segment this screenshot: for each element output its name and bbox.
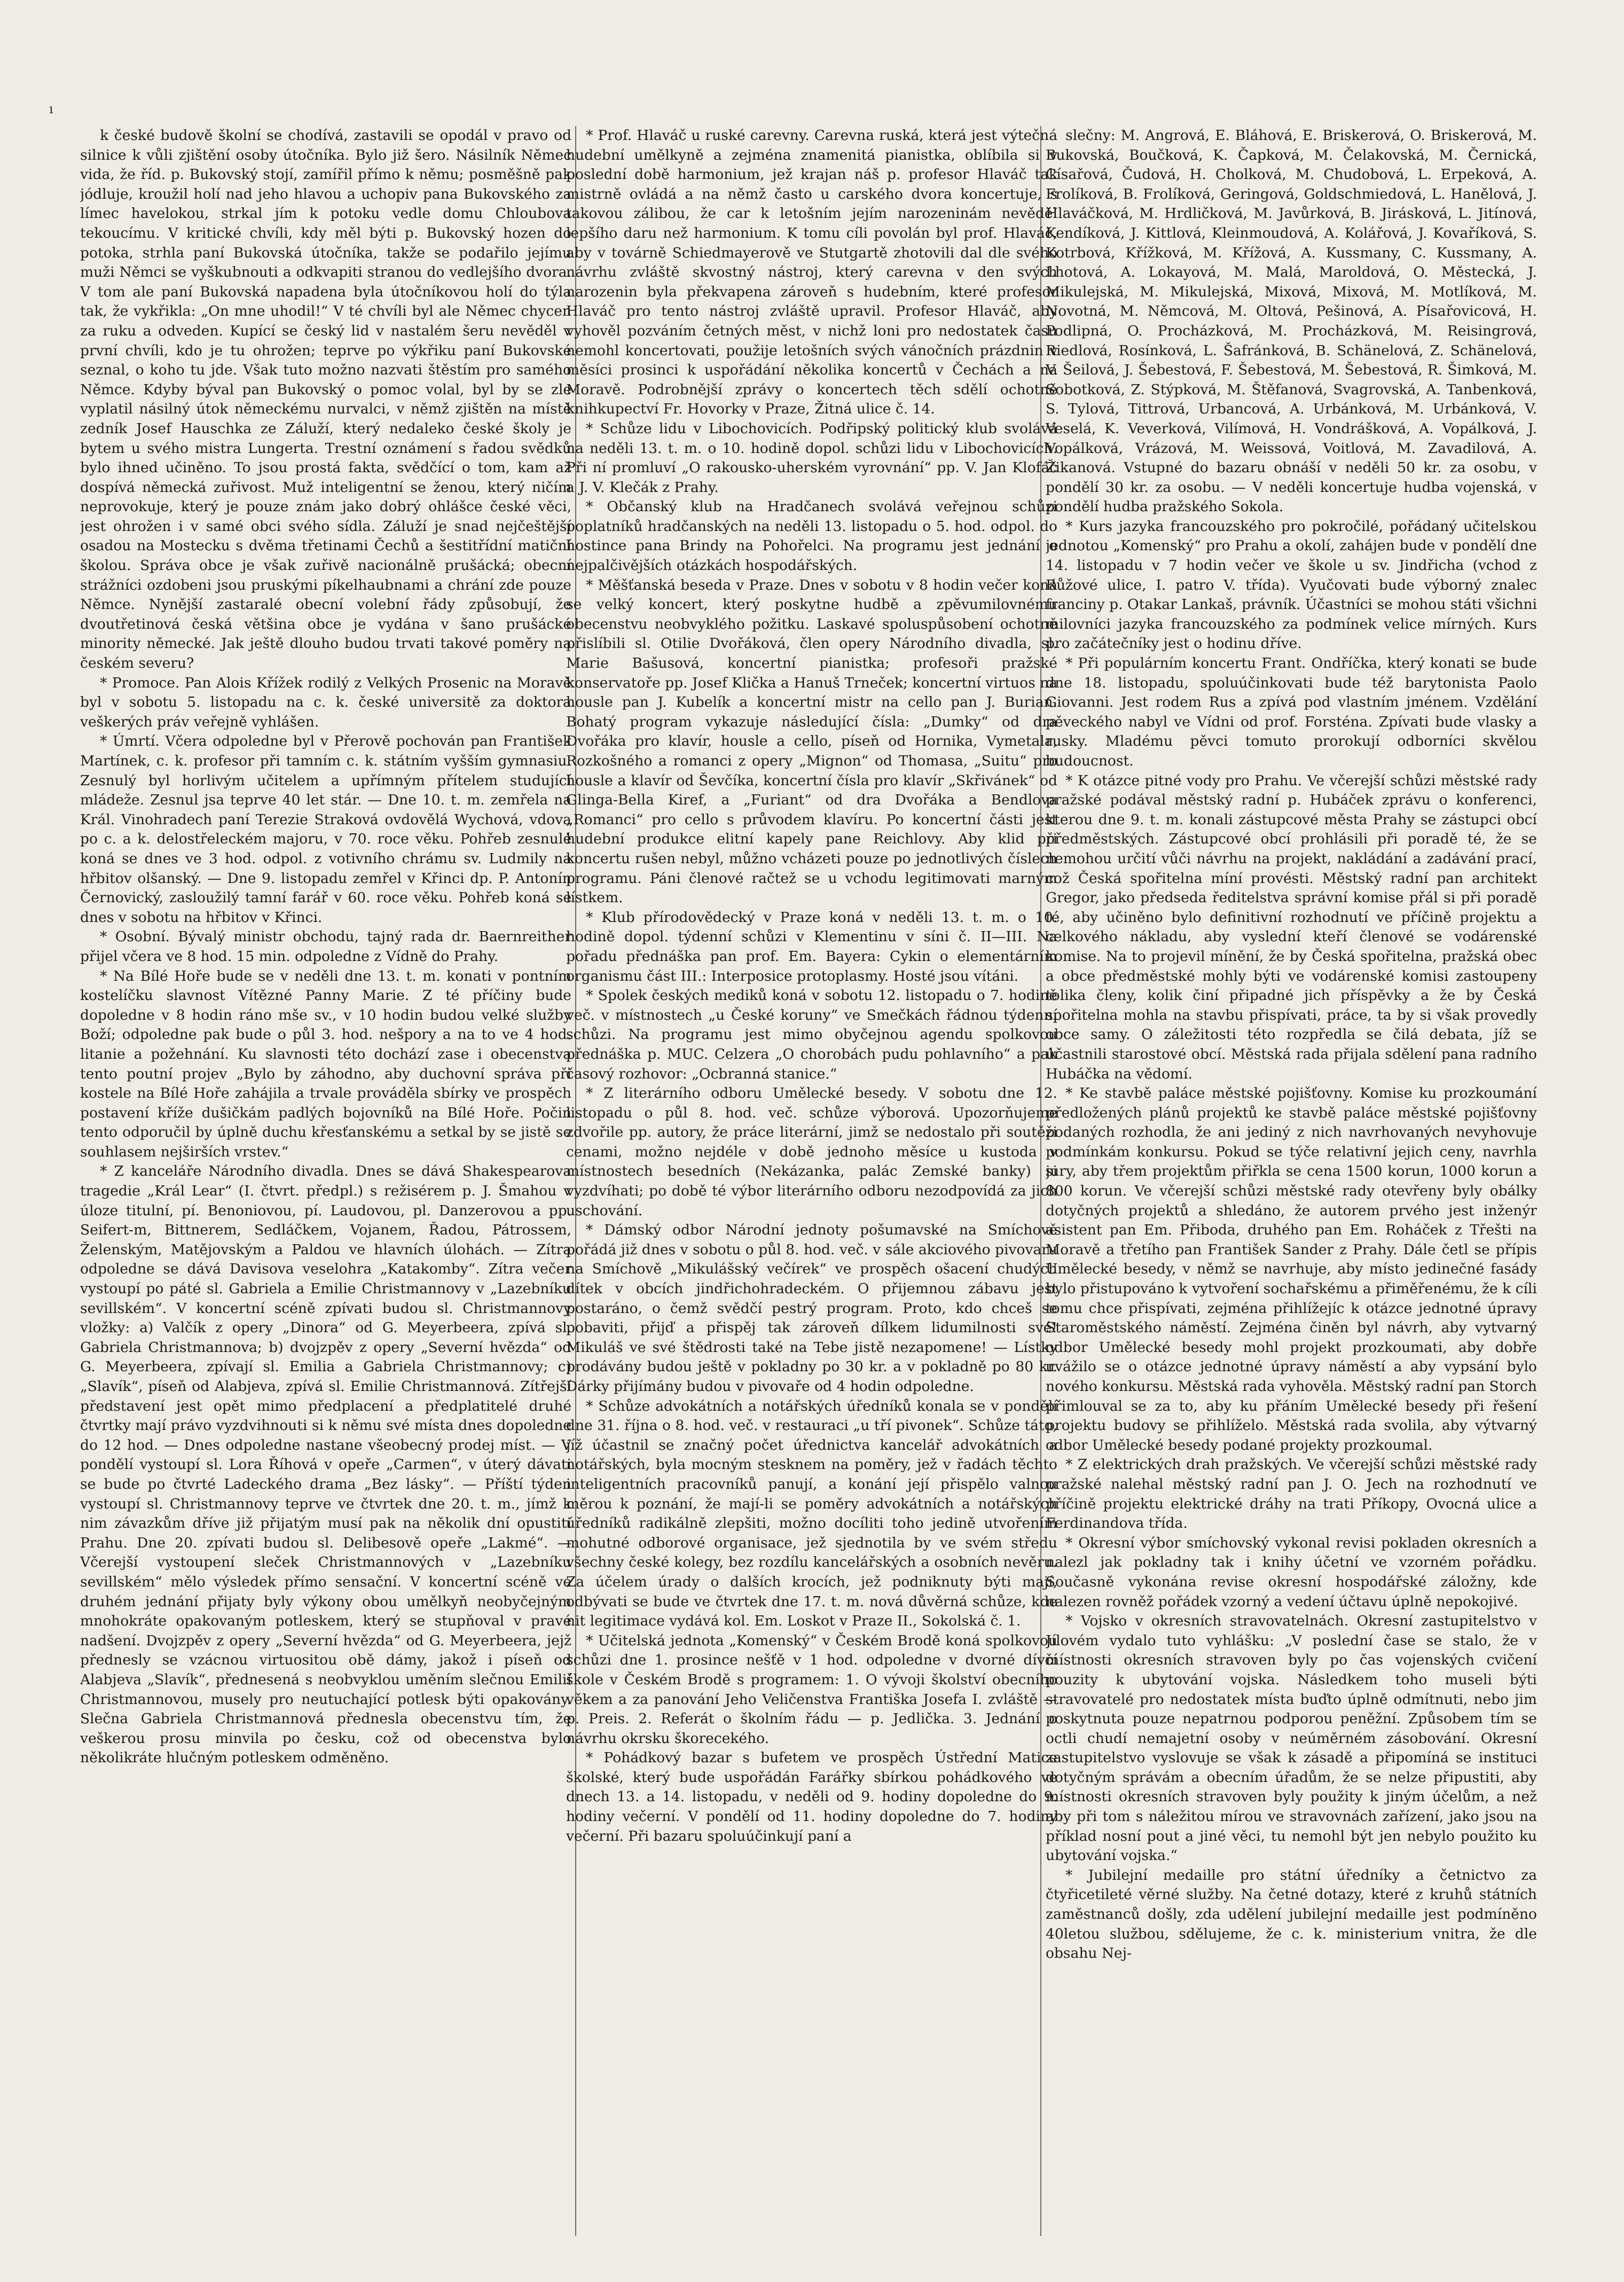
article-paragraph: * Měšťanská beseda v Praze. Dnes v sobotu v 8 hodin večer koná se velký koncert, který poskytne hudbě a zpěvumilovnému obecenstvu neobvyklého požitku. Laskavé spoluspůsobení ochotně přislíbili sl. Otilie Dvořáková, člen opery Národního divadla, sl. Marie Bašusová, koncertní pianistka; profesoři pražské konservatoře pp. Josef Klička a Hanuš Trneček; koncertní virtuos na housle pan J. Kubelík a koncertní mistr na cello pan J. Burian. Bohatý program vykazuje následující čísla: „Dumky“ od dra Dvořáka pro klavír, housle a cello, píseň od Hornika, Vymetala, Rozkošného a romanci z opery „Mignon“ od Thomasa, „Suitu“ pro housle a klavír od Ševčíka, koncertní čísla pro klavír „Skřivánek“ od Glinga-Bella Kiref, a „Furiant“ od dra Dvořáka a Bendlova „Romanci“ pro cello s průvodem klavíru. Po koncertní části jest hudební produkce elitní kapely pane Reichlovy. Aby klid při koncertu rušen nebyl, můžno vcházeti pouze po jednotlivých číslech programu. Páni členové račtež se u vchodu legitimovati marným lístkem. bbox=[566, 576, 1057, 906]
article-paragraph: k české budově školní se chodívá, zastavili se opodál v pravo od silnice k vůli zjištění osoby útočníka. Bylo již šero. Násilník Němec vida, že říd. p. Bukovský stojí, zamířil přímo k němu; posměšně pak jódluje, kroužil holí nad jeho hlavou a uchopiv pana Bukovského za límec havelokou, strkal jím k potoku vedle domu Chloubova tekoucímu. V kritické chvíli, kdy měl býti p. Bukovský hozen do potoka, strhla paní Bukovská útočníka, takže se podařilo jejímu muži Němci se vyškubnouti a odkvapiti stranou do vedlejšího dvora. V tom ale paní Bukovská napadena byla útočníkovou holí do týla tak, že vykřikla: „On mne uhodil!“ V té chvíli byl ale Němec chycen za ruku a odveden. Kupící se český lid v nastalém šeru nevěděl v první chvíli, kdo je tu ohrožen; teprve po výkřiku paní Bukovské seznal, o koho tu jde. Však tuto možno nazvati štěstím pro samého Němce. Kdyby býval pan Bukovský o pomoc volal, byl by se zle vyplatil násilný útok německému nurvalci, v němž zjištěn na místě zedník Josef Hauschka ze Záluží, který nedaleko české školy je bytem u svého mistra Lungerta. Trestní oznámení s řadou svědků bylo ihned učiněno. To jsou prostá fakta, svědčící o tom, kam až dospívá německá zuřivost. Muž inteligentní se ženou, který ničím neprovokuje, který je pouze znám jako dobrý ohlášce české věci, jest ohrožen i v samé obci svého sídla. Záluží je snad nejčeštější osadou na Mostecku s dvěma třetinami Čechů a šestitřídní matiční školou. Správa obce je však zuřivě nacionálně prušácká; obecní strážníci ozdobeni jsou pruskými píkelhaubnami a chrání zde pouze Němce. Nynější zastaralé obecní volební řády způsobují, že dvoutřetinová česká většina obce je vydána v šano prušácké minority německé. Jak ještě dlouho budou trvati takové poměry na českém severu? bbox=[80, 127, 571, 672]
article-paragraph: * Spolek českých mediků koná v sobotu 12. listopadu o 7. hodině več. v místnostech „u České koruny“ ve Smečkách řádnou týdenní schůzi. Na programu jest mimo obyčejnou agendu spolkovou přednáška p. MUC. Celzera „O chorobách pudu pohlavního“ a pak časový rozhovor: „Ocbranná stanice.“ bbox=[566, 987, 1057, 1082]
article-paragraph: * Kurs jazyka francouzského pro pokročilé, pořádaný učitelskou jednotou „Komenský“ pro Prahu a okolí, zahájen bude v pondělí dne 14. listopadu v 7 hodin večer ve škole u sv. Jindřicha (vchod z Růžové ulice, I. patro V. třída). Vyučovati bude výborný znalec franciny p. Otakar Lankaš, právník. Účastníci se mohou státi všichni milovníci jazyka francouzského za podmínek velice mírných. Kurs pro začátečníky jest o hodinu dříve. bbox=[1046, 518, 1537, 652]
article-paragraph: * Promoce. Pan Alois Křížek rodilý z Velkých Prosenic na Moravě byl v sobotu 5. listopadu na c. k. české universitě za doktora veškerých práv veřejně vyhlášen. bbox=[80, 674, 571, 730]
article-paragraph: * Z kanceláře Národního divadla. Dnes se dává Shakespearova tragedie „Král Lear“ (I. čtvrt. předpl.) s režisérem p. J. Šmahou v úloze titulní, pí. Benoniovou, pí. Laudovou, pl. Danzerovou a pp. Seifert-m, Bittnerem, Sedláčkem, Vojanem, Řadou, Pátrossem, Želenským, Matějovským a Paldou ve hlavních úlohách. — Zítra odpoledne se dává Davisova veselohra „Katakomby“. Zítra večer vystoupí po páté sl. Gabriela a Emilie Christmannovy v „Lazebníku sevillském“. V koncertní scéně zpívati budou sl. Christmannovy vložky: a) Valčík z opery „Dinora“ od G. Meyerbeera, zpívá sl. Gabriela Christmannova; b) dvojzpěv z opery „Severní hvězda“ od G. Meyerbeera, zpívají sl. Emilia a Gabriela Christmannovy; c) „Slavík“, píseň od Alabjeva, zpívá sl. Emilie Christmannová. Zítřejší představení jest opět mimo předplacení a předplatitelé druhé čtvrtky mají právo vyzdvihnouti si k němu své místa dnes dopoledne do 12 hod. — Dnes odpoledne nastane všeobecný prodej míst. — V pondělí vystoupí sl. Lora Říhová v opeře „Carmen“, v úterý dávati se bude po čtvrté Ladeckého drama „Bez lásky“. — Příští týden vystoupí sl. Christmannovy teprve ve čtvrtek dne 20. t. m., jímž k nim závazkům dříve již přijatým musí pak na několik dní opustiti Prahu. Dne 20. zpívati budou sl. Delibesově opeře „Lakmé“. — Včerejší vystoupení sleček Christmannových v „Lazebníku sevillském“ mělo výsledek přímo sensační. V koncertní scéně ve druhém jednání přijaty byly výkony obou umělkyň neobyčejným mnohokráte opakovaným potleskem, který se stupňoval v pravé nadšení. Dvojzpěv z opery „Severní hvězda“ od G. Meyerbeera, jejž přednesly se vzácnou virtuositou obě dámy, jakož i píseň od Alabjeva „Slavík“, přednesená s neobvyklou uměním slečnou Emilií Christmannovou, musely pro neutuchající potlesk býti opakovány. Slečna Gabriela Christmannová přednesla obecenstvu tím, že veškerou prosu minvila po česku, což od obecenstva bylo několikráte hlučným potleskem odměněno. bbox=[80, 1163, 571, 1767]
article-paragraph: * Na Bílé Hoře bude se v neděli dne 13. t. m. konati v pontním kostelíčku slavnost Vítězné Panny Marie. Z té příčiny bude dopoledne v 8 hodin ráno mše sv., v 10 hodin budou velké služby Boží; odpoledne pak bude o půl 3. hod. nešpory a na to ve 4 hod. litanie a požehnání. Ku slavnosti této dochází zase i obecenstva tento poutní projev „Bylo by záhodno, aby duchovní správa při kostele na Bílé Hoře zahájila a trvale prováděla sbírky ve prospěch postavení kříže dušičkám padlých bojovníků na Bílé Hoře. Počin tento odporučil by úplně duchu křesťanskému a setkal by se jistě se souhlasem nejširších vrstev.“ bbox=[80, 967, 571, 1160]
article-paragraph: * Schůze lidu v Libochovicích. Podřipský politický klub svolává na neděli 13. t. m. o 10. hodině dopol. schůzi lidu v Libochovicích. Při ní promluví „O rakousko-uherském vyrovnání“ pp. V. Jan Klofáč a J. V. Klečák z Prahy. bbox=[566, 420, 1057, 496]
article-paragraph: * Schůze advokátních a notářských úředníků konala se v pondělí dne 31. října o 8. hod. več. v restauraci „u tří pivonek“. Schůze táto, jíž účastnil se značný počet úřednictva kancelář advokátních a notářských, byla mocným stesknem na poměry, jež v řadách těchto inteligentních pracovníků panují, a konání její přispělo valnou měrou k poznání, že mají-li se poměry advokátních a notářských úředníků radikálně zlepšiti, možno docíliti toho jedině utvořením mohutné odborové organisace, jež sjednotila by ve svém středu všechny české kolegy, bez rozdílu kancelářských a osobních nevěru. Za účelem úrady o dalších krocích, jež podniknuty býti mají, odbývati se bude ve čtvrtek dne 17. t. m. nová důvěrná schůze, kde nit legitimace vydává kol. Em. Loskot v Praze II., Sokolská č. 1. bbox=[566, 1397, 1057, 1630]
article-paragraph: * Vojsko v okresních stravovatelnách. Okresní zastupitelstvo v Jílovém vydalo tuto vyhlášku: „V poslední čase se stalo, že v místnosti okresních stravoven byly po čas vojenských cvičení pouzity k ubytování vojska. Následkem toho museli býti stravovatelé pro nedostatek místa buďto úplně odmítnuti, nebo jim poskytnuta pouze nepatrnou podporou peněžní. Způsobem tím se octli chudí nemajetní osoby v neúměrném zásobování. Okresní zastupitelstvo vyslovuje se však k zásadě a připomíná se instituci dotyčným správám a obecním úřadům, že se nelze připustiti, aby místnosti okresních stravoven byly použity k jiným účelům, a než aby při tom s náležitou mírou ve stravovnách zařízení, jako jsou na příklad nosní pout a jiné věci, tu nemohl být jen nebylo použito ku ubytování vojska.“ bbox=[1046, 1613, 1537, 1864]
article-paragraph: * Ke stavbě paláce městské pojišťovny. Komise ku prozkoumání předložených plánů projektů ke stavbě paláce městské pojišťovny podaných rozhodla, že ani jediný z nich navrhovaných nevyhovuje podmínkám konkursu. Pokud se týče relativní jejich ceny, navrhla jury, aby třem projektům přiřkla se cena 1500 korun, 1000 korun a 800 korun. Ve včerejší schůzi městské rady otevřeny byly obálky dotyčných projektů a shledáno, že autorem prvého jest inženýr asistent pan Em. Přiboda, druhého pan Em. Roháček z Třešti na Moravě a třetího pan František Sander z Prahy. Dále četl se přípis Umělecké besedy, v němž se navrhuje, aby místo jedinečné fasády bylo přistupováno k vytvoření sochařskému a přiměřenému, že k cíli tomu chce přispívati, zejména přihlížejíc k otázce jednotné úpravy Staroměstského náměstí. Zejména činěn byl návrh, aby vytvarný odbor Umělecké besedy mohl projekt prozkoumati, aby dobře uvážilo se o otázce jednotné úpravy náměstí a aby vypsání bylo nového konkursu. Městská rada vyhověla. Městský radní pan Storch přimlouval se za to, aby ku přáním Umělecké besedy při řešení projektu budovy se přihlíželo. Městská rada svolila, aby výtvarný odbor Umělecké besedy podané projekty prozkoumal. bbox=[1046, 1085, 1537, 1453]
article-paragraph: * Dámský odbor Národní jednoty pošumavské na Smíchově pořádá již dnes v sobotu o půl 8. hod. več. v sále akciového pivovaru na Smíchově „Mikulášský večírek“ ve prospěch ošacení chudých dítek v obcích jindřichohradeckém. O přijemnou zábavu jest postaráno, o čemž svědčí pestrý program. Proto, kdo chceš se pobaviti, přijď a přispěj tak zároveň dílkem lidumilnosti své! Mikuláš ve své štědrosti také na Tebe jistě nezapomene! — Lístky prodávány budou ještě v pokladny po 30 kr. a v pokladně po 80 kr. Dárky přijímány budou v pivovaře od 4 hodin odpoledne. bbox=[566, 1222, 1057, 1395]
article-paragraph: * K otázce pitné vody pro Prahu. Ve včerejší schůzi městské rady pražské podával městský radní p. Hubáček zprávu o konferenci, kterou dne 9. t. m. konali zástupcové města Prahy se zástupci obcí předměstských. Zástupcové obcí prohlásili při poradě té, že se nemohou určití vůči návrhu na projekt, nakládání a zadávání prací, což Česká spořitelna míní provésti. Městský radní pan architekt Gregor, jako předseda ředitelstva správní komise přál si při poradě té, aby učiněno bylo definitivní rozhodnutí ve příčině projektu a celkového nákladu, aby vyslední kteří členové se vodárenské komise. Na to projevil mínění, že by Česká spořitelna, pražská obec a obce předměstské mohly býti ve vodárenské komisi zastoupeny tolika členy, kolik činí připadné jich příspěvky a že by Česká spořitelna mohla na stavbu přispívati, práce, ta by si však provedly obce samy. O záležitosti této rozpředla se čilá debata, jíž se účastnili starostové obcí. Městská rada přijala sdělení pana radního Hubáčka na vědomí. bbox=[1046, 772, 1537, 1082]
article-paragraph: * Úmrtí. Včera odpoledne byl v Přerově pochován pan František Martínek, c. k. profesor při tamním c. k. státním vyšším gymnasiu. Zesnulý byl horlivým učitelem a upřímným přítelem studující mládeže. Zesnul jsa teprve 40 let stár. — Dne 10. t. m. zemřela na Král. Vinohradech paní Terezie Straková ovdovělá Wychová, vdova po c. a k. delostřeleckém majoru, v 70. roce věku. Pohřeb zesnulé koná se dnes ve 3 hod. odpol. z votivního chrámu sv. Ludmily na hřbitov olšanský. — Dne 9. listopadu zemřel v Křinci dp. P. Antonín Černovický, zasloužilý tamní farář v 60. roce věku. Pohřeb koná se dnes v sobotu na hřbitov v Křinci. bbox=[80, 733, 571, 926]
article-paragraph: * Při populárním koncertu Frant. Ondříčka, který konati se bude dne 18. listopadu, spoluúčinkovati bude též barytonista Paolo Giovanni. Jest rodem Rus a zpívá pod vlastním jménem. Vzdělání pěveckého nabyl ve Vídni od prof. Forsténa. Zpívati bude vlasky a rusky. Mladému pěvci tomuto prorokují odborníci skvělou budoucnost. bbox=[1046, 655, 1537, 769]
article-paragraph: * Učitelská jednota „Komenský“ v Českém Brodě koná spolkovou schůzi dne 1. prosince nešťě v 1 hod. odpoledne v dvorné dívčí škole v Českém Brodě s programem: 1. O vývoji školství obecního věkem a za panování Jeho Veličenstva Františka Josefa I. zvláště — p. Preis. 2. Referát o školním řádu — p. Jedlička. 3. Jednání o návrhu okrsku škorecekého. bbox=[566, 1632, 1057, 1747]
column-3 bbox=[1046, 126, 1537, 2236]
article-paragraph: * Prof. Hlaváč u ruské carevny. Carevna ruská, která jest výtečná hudební umělkyně a zejména znamenitá pianistka, oblíbila si v poslední době harmonium, jež krajan náš p. profesor Hlaváč tak mistrně ovládá a na němž často u carského dvora koncertuje, s takovou zálibou, že car k letošním jejím narozeninám nevěděl lepšího daru než harmonium. K tomu cíli povolán byl prof. Hlaváč, aby v továrně Schiedmayerově ve Stutgartě zhotovili dal dle svého návrhu zvláště skvostný nástroj, který carevna v den svých narozenin byla překvapena zároveň s hudebním, které profesor Hlaváč pro tento nástroj zvláště upravil. Profesor Hlaváč, aby vyhověl pozváním četných měst, v nichž loni pro nedostatek času nemohl koncertovati, použije letošních svých vánočních prázdnin v měsíci prosinci k uspořádání několika koncertů v Čechách a na Moravě. Podrobnější zprávy o koncertech těch sdělí ochotně knihkupectví Fr. Hovorky v Praze, Žitná ulice č. 14. bbox=[566, 127, 1057, 418]
article-paragraph: slečny: M. Angrová, E. Bláhová, E. Briskerová, O. Briskerová, M. Bukovská, Boučková, K. Čapková, M. Čelakovská, M. Černická, Císařová, Čudová, H. Cholková, M. Chudobová, L. Erpeková, A. Frolíková, B. Frolíková, Geringová, Goldschmiedová, L. Hanělová, J. Hlaváčková, M. Hrdličková, M. Javůrková, B. Jirásková, L. Jitínová, Kendíková, J. Kittlová, Kleinmoudová, A. Kolářová, J. Kovaříková, S. Kotrbová, Křížková, M. Křížová, A. Kussmany, C. Kussmany, A. Lhotová, A. Lokayová, M. Malá, Maroldová, O. Městecká, J. Mikulejská, M. Mikulejská, Mixová, Mixová, M. Motlíková, M. Novotná, M. Němcová, M. Oltová, Pešinová, A. Písařovicová, H. Podlipná, O. Procházková, M. Procházková, M. Reisingrová, Riedlová, Rosínková, L. Šafránková, B. Schänelová, Z. Schänelová, V. Šeilová, J. Šebestová, F. Šebestová, M. Šebestová, R. Šimková, M. Sobotková, Z. Stýpková, M. Štěfanová, Svagrovská, A. Tanbenková, S. Tylová, Tittrová, Urbancová, A. Urbánková, M. Urbánková, V. Veselá, K. Veverková, Vilímová, H. Vondrášková, A. Vopálková, J. Vopálková, Vrázová, M. Weissová, Voitlová, M. Zavadilová, A. Žikanová. Vstupné do bazaru obnáší v neděli 50 kr. za osobu, v pondělí 30 kr. za osobu. — V neděli koncertuje hudba vojenská, v pondělí hudba pražského Sokola. bbox=[1046, 127, 1537, 515]
article-paragraph: * Z elektrických drah pražských. Ve včerejší schůzi městské rady pražské nalehal městský radní pan J. O. Jech na rozhodnutí ve příčině projektu elektrické dráhy na trati Příkopy, Ovocná ulice a Ferdinandova třída. bbox=[1046, 1456, 1537, 1532]
column-1 bbox=[80, 126, 571, 2236]
margin-mark: ı bbox=[49, 101, 53, 116]
article-paragraph: * Okresní výbor smíchovský vykonal revisi pokladen okresních a nalezl jak pokladny tak i knihy účetní ve vzorném pořádku. Současně vykonána revise okresní hospodářské záložny, kde nalezen rovněž pořádek vzorný a vedení účtavu úplně nepokojivé. bbox=[1046, 1534, 1537, 1610]
column-2 bbox=[566, 126, 1057, 2236]
article-paragraph: * Pohádkový bazar s bufetem ve prospěch Ústřední Matice školské, který bude uspořádán Farářky sbírkou pohádkového ve dnech 13. a 14. listopadu, v neděli od 9. hodiny dopoledne do 9. hodiny večerní. V pondělí od 11. hodiny dopoledne do 7. hodiny večerní. Při bazaru spoluúčinkují paní a bbox=[566, 1749, 1057, 1845]
article-paragraph: * Osobní. Bývalý ministr obchodu, tajný rada dr. Baernreither přijel včera ve 8 hod. 15 min. odpoledne z Vídně do Prahy. bbox=[80, 928, 571, 965]
article-paragraph: * Jubilejní medaille pro státní úředníky a četnictvo za čtyřicetileté věrné služby. Na četné dotazy, které z kruhů státních zaměstnanců došly, zda udělení jubilejní medaille jest podmíněno 40letou službou, sdělujeme, že c. k. ministerium vnitra, že dle obsahu Nej- bbox=[1046, 1866, 1537, 1962]
article-paragraph: * Z literárního odboru Umělecké besedy. V sobotu dne 12. listopadu o půl 8. hod. več. schůze výborová. Upozorňujeme zdvořile pp. autory, že práce literární, jimž se nedostalo při soutěži cenami, možno nejdéle v době jednoho měsíce u kustoda v místnostech besedních (Nekázanka, palác Zemské banky) si vyzdvíhati; po době té výbor literárního odboru nezodpovídá za jich uschování. bbox=[566, 1085, 1057, 1219]
article-paragraph: * Klub přírodovědecký v Praze koná v neděli 13. t. m. o 10. hodině dopol. týdenní schůzi v Klementinu v síni č. II—III. Na pořadu přednáška pan prof. Em. Bayera: Cykin o elementárním organismu část III.: Interposice protoplasmy. Hosté jsou vítáni. bbox=[566, 909, 1057, 984]
article-paragraph: * Občanský klub na Hradčanech svolává veřejnou schůzi poplatníků hradčanských na neděli 13. listopadu o 5. hod. odpol. do hostince pana Brindy na Pohořelci. Na programu jest jednání o nejpalčivějších otázkách hospodářských. bbox=[566, 498, 1057, 574]
